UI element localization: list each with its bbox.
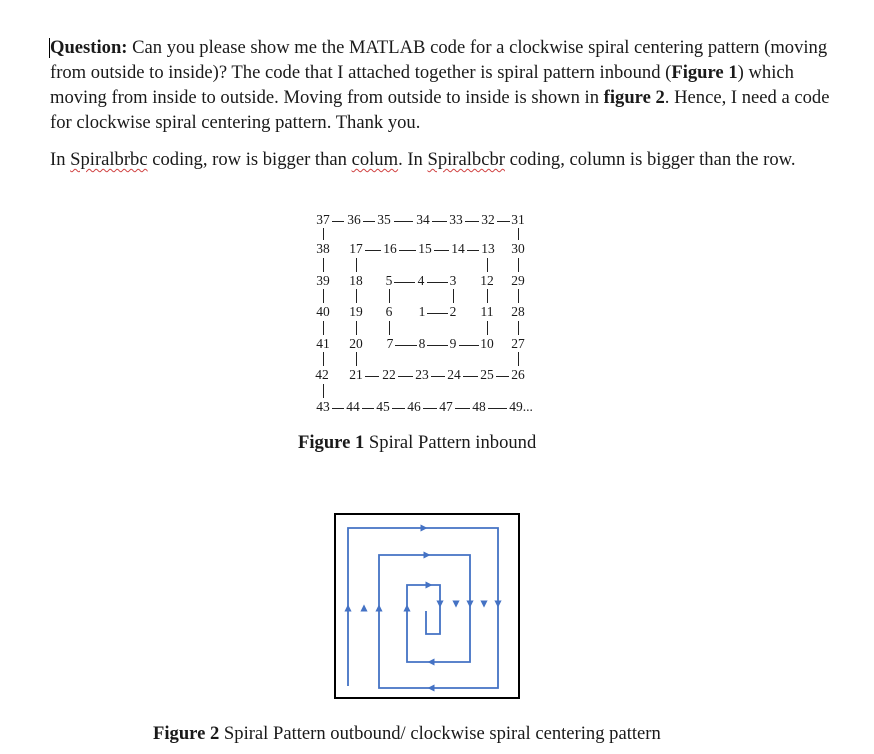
grid-number: 31 [511,212,525,227]
grid-connector [323,258,324,272]
grid-connector [463,376,478,377]
grid-number: 30 [511,241,525,256]
grid-number: 47 [439,399,453,414]
grid-connector [496,376,509,377]
grid-number: 41 [316,336,330,351]
grid-number: 20 [349,336,363,351]
grid-connector [356,321,357,335]
grid-connector [332,408,344,409]
grid-connector [389,321,390,335]
spelling-flag-spiralbrbc: Spiralbrbc [70,149,148,170]
grid-number: 3 [449,273,457,288]
grid-connector [365,250,381,251]
grid-number: 22 [382,367,396,382]
grid-number: 23 [415,367,429,382]
grid-number: 48 [472,399,486,414]
grid-number: 37 [316,212,330,227]
grid-connector [427,313,448,314]
grid-number: 26 [511,367,525,382]
note-text-4: coding, column is bigger than the row. [504,149,796,170]
grid-connector [423,408,437,409]
grid-number: 27 [511,336,525,351]
question-text-2: ) which moving from inside to outside. Moving from outside to inside is shown in [50,62,794,108]
figure2-spiral-diagram [334,513,520,699]
grid-number: 18 [349,273,363,288]
grid-number: 5 [385,273,393,288]
figure1-caption-label: Figure 1 [298,432,365,453]
grid-connector [427,345,448,346]
grid-number: 8 [418,336,426,351]
figure2-caption [153,723,661,745]
grid-connector [363,221,375,222]
grid-number: 25 [480,367,494,382]
grid-number: 39 [316,273,330,288]
grid-connector [398,376,413,377]
grid-connector [323,289,324,303]
grid-number: 42 [315,367,329,382]
grid-connector [518,352,519,366]
grid-number: 49... [509,399,533,414]
grid-number: 34 [416,212,430,227]
grid-number: 32 [481,212,495,227]
grid-connector [487,258,488,272]
question-text-3: . Hence, I need a code for clockwise spiral centering pattern. Thank you. [50,87,830,133]
spelling-flag-colum: colum [351,149,399,170]
grid-connector [488,408,507,409]
grid-number: 14 [451,241,465,256]
grid-number: 45 [376,399,390,414]
grid-number: 40 [316,304,330,319]
grid-number: 11 [480,304,494,319]
figure1-caption-text: Spiral Pattern inbound [364,432,537,453]
grid-connector [518,321,519,335]
figure2-frame [335,514,519,698]
grid-connector [394,282,415,283]
grid-connector [467,250,479,251]
grid-connector [356,289,357,303]
grid-connector [356,352,357,366]
grid-connector [323,321,324,335]
figure1-reference: Figure 1 [671,62,738,83]
grid-connector [427,282,448,283]
grid-connector [323,384,324,398]
figure1-caption [298,432,536,454]
note-text-1: In [50,149,71,170]
grid-number: 46 [407,399,421,414]
grid-number: 21 [349,367,363,382]
grid-connector [465,221,479,222]
grid-number: 15 [418,241,432,256]
grid-number: 43 [316,399,330,414]
grid-number: 16 [383,241,397,256]
grid-connector [365,376,379,377]
grid-connector [389,289,390,303]
grid-connector [392,408,405,409]
grid-connector [459,345,479,346]
grid-number: 38 [316,241,330,256]
grid-connector [518,289,519,303]
grid-number: 19 [349,304,363,319]
grid-connector [497,221,510,222]
grid-connector [394,221,413,222]
figure2-caption-label: Figure 2 [153,723,220,744]
grid-number: 2 [449,304,457,319]
grid-number: 6 [385,304,393,319]
grid-connector [518,258,519,272]
coding-note-paragraph [50,147,840,172]
grid-connector [455,408,470,409]
grid-connector [362,408,374,409]
question-paragraph [50,35,840,135]
question-text-1: Can you please show me the MATLAB code for a clockwise spiral centering pattern (moving from outside to inside)? The code that I attached together is spiral pattern inbound ( [50,37,828,83]
grid-number: 36 [347,212,361,227]
grid-connector [434,250,449,251]
note-text-3: . In [398,149,428,170]
grid-number: 12 [480,273,494,288]
grid-number: 9 [449,336,457,351]
grid-number: 35 [377,212,391,227]
spelling-flag-spiralbcbr: Spiralbcbr [427,149,505,170]
grid-number: 7 [386,336,394,351]
grid-number: 1 [418,304,426,319]
grid-connector [487,289,488,303]
grid-connector [332,221,344,222]
grid-connector [323,228,324,240]
grid-connector [487,321,488,335]
grid-number: 28 [511,304,525,319]
grid-connector [399,250,416,251]
grid-connector [431,376,445,377]
grid-connector [453,289,454,303]
grid-number: 29 [511,273,525,288]
grid-connector [395,345,417,346]
grid-connector [518,228,519,240]
question-label: Question: [50,37,128,58]
grid-number: 24 [447,367,461,382]
grid-connector [432,221,447,222]
figure2-caption-text: Spiral Pattern outbound/ clockwise spiral centering pattern [219,723,661,744]
grid-number: 44 [346,399,360,414]
note-text-2: coding, row is bigger than [147,149,352,170]
figure2-spiral-path [348,528,498,688]
grid-connector [323,352,324,366]
figure2-reference: figure 2 [603,87,665,108]
grid-number: 13 [481,241,495,256]
grid-number: 33 [449,212,463,227]
grid-connector [356,258,357,272]
grid-number: 10 [480,336,494,351]
grid-number: 4 [417,273,425,288]
grid-number: 17 [349,241,363,256]
